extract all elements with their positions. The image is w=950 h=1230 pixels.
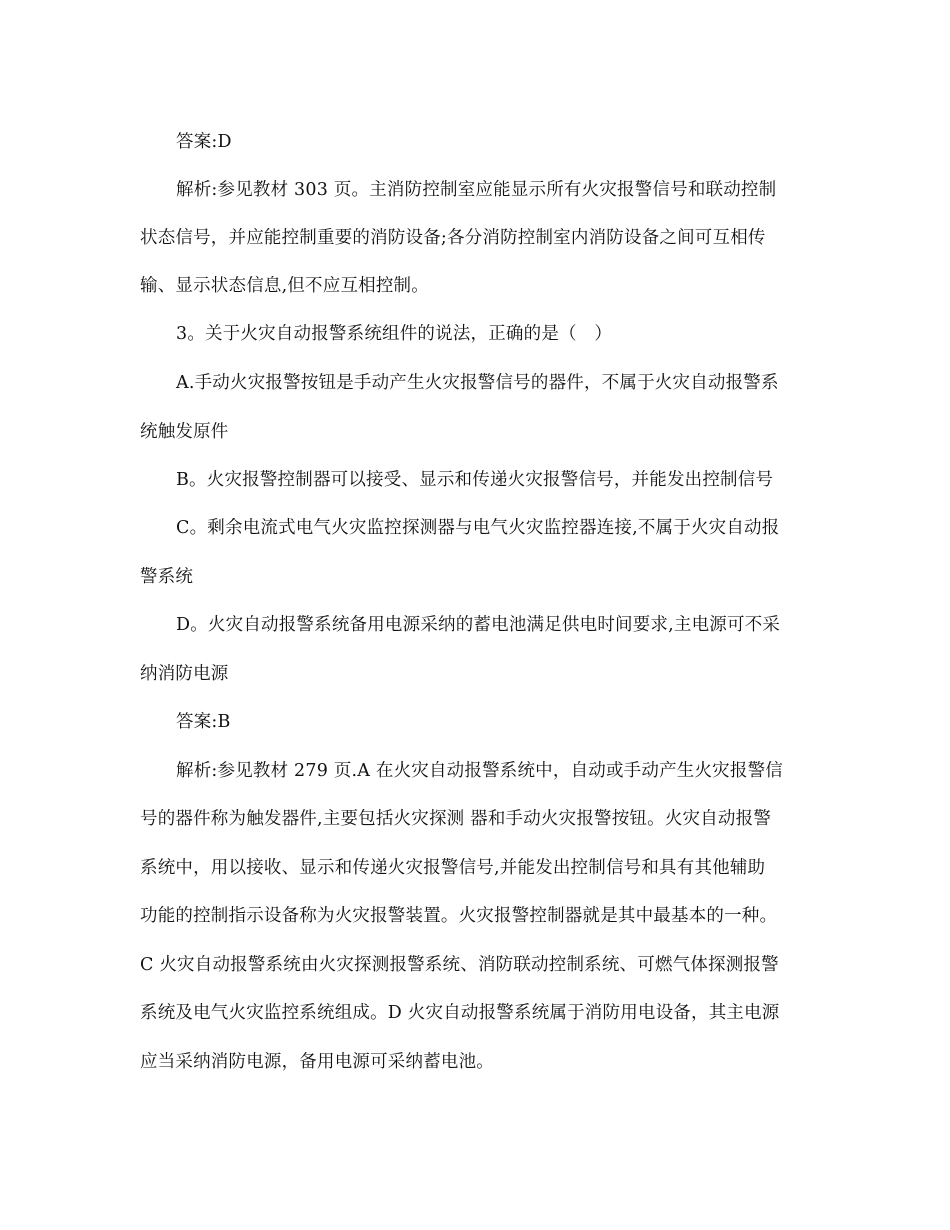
question-line: 3。关于火灾自动报警系统组件的说法，正确的是（ ） [176,324,613,344]
text-line: C 火灾自动报警系统由火灾探测报警系统、消防联动控制系统、可燃气体探测报警 [140,955,779,975]
option-b-line: B。火灾报警控制器可以接受、显示和传递火灾报警信号，并能发出控制信号 [176,470,774,490]
text-line: 警系统 [140,567,194,587]
explanation-line: 解析:参见教材 279 页.A 在火灾自动报警系统中，自动或手动产生火灾报警信 [176,761,783,781]
text-line: 统触发原件 [140,422,229,442]
text-line: 系统及电气火灾监控系统组成。D 火灾自动报警系统属于消防用电设备，其主电源 [140,1003,780,1023]
text-line: 纳消防电源 [140,664,229,684]
text-line: 号的器件称为触发器件,主要包括火灾探测 器和手动火灾报警按钮。火灾自动报警 [140,809,772,829]
option-d-line: D。火灾自动报警系统备用电源采纳的蓄电池满足供电时间要求,主电源可不采 [176,615,781,635]
option-a-line: A.手动火灾报警按钮是手动产生火灾报警信号的器件，不属于火灾自动报警系 [176,373,779,393]
option-c-line: C。剩余电流式电气火灾监控探测器与电气火灾监控器连接,不属于火灾自动报 [176,518,780,538]
text-line: 系统中，用以接收、显示和传递火灾报警信号,并能发出控制信号和具有其他辅助 [140,858,766,878]
answer-line-1: 答案:D [176,132,232,152]
text-line: 功能的控制指示设备称为火灾报警装置。火灾报警控制器就是其中最基本的一种。 [140,906,778,926]
text-line: 状态信号，并应能控制重要的消防设备;各分消防控制室内消防设备之间可互相传 [140,228,766,248]
answer-line-2: 答案:B [176,712,231,732]
explanation-line: 解析:参见教材 303 页。主消防控制室应能显示所有火灾报警信号和联动控制 [176,180,777,200]
text-line: 应当采纳消防电源，备用电源可采纳蓄电池。 [140,1052,494,1072]
text-line: 输、显示状态信息,但不应互相控制。 [140,276,429,296]
